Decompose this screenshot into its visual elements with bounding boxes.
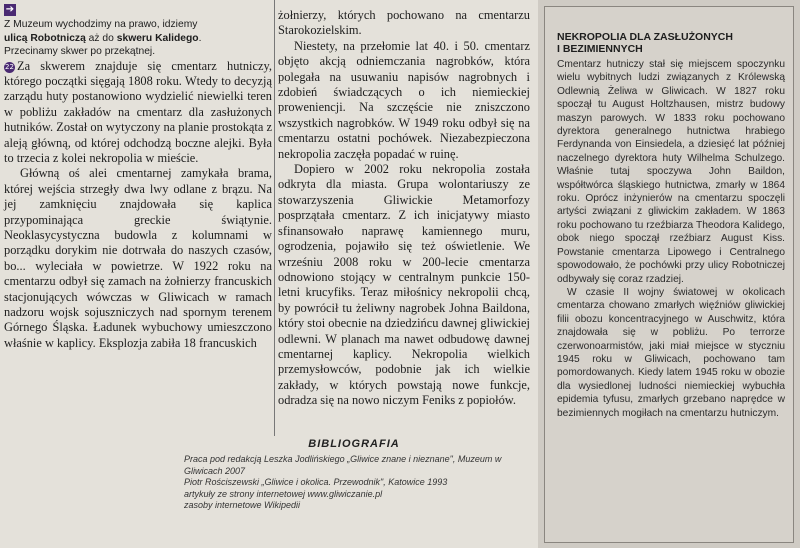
square-name: skweru Kalidego [116,32,199,44]
article-paragraph-5: Dopiero w 2002 roku nekropolia została odkryta dla miasta. Grupa wolontariuszy ze stowarzyszenia Gliwickie Metamorfozy posprzątała cmentarz. Z ich inicjatywy miasto sfinansowało naprawę kamiennego muru, ogrodzenia, pojawiło się też oświetlenie. We wrześniu 2008 roku w 200-lecie cmentarza odnowiono stojący w centralnym punkcie 150-letni krucyfiks. Teraz miłośnicy nekropolii chcą, by powrócił tu żeliwny nagrobek Johna Baildona, który stoi obecnie na dziedzińcu dawnej gliwickiej odlewni. W planach ma nawet odbudowę dawnej cmentarnej kaplicy. Nekropolia wielkich przemysłowców, podobnie jak ich wielkie zakłady, w których powstają nowe funkcje, odradza się na nowo niczym Feniks z popiołów. [278,162,530,408]
route-line-2-mid: aż do [85,32,117,44]
bibliography-box [184,438,524,546]
sidebar-box [544,6,794,543]
route-directions [4,18,272,59]
bibliography-item: Praca pod redakcją Leszka Jodlińskiego „Gliwice znane i nieznane", Muzeum w Gliwicach 2007 [184,454,502,476]
article-paragraph-2: Główną oś alei cmentarnej zamykała brama, której wejścia strzegły dwa lwy odlane z brązu. Na jej zamknięciu znajdowała się kaplica przypominająca greckie świątynie. Neoklasycystyczna budowla z kolumnami w porządku dorykim nie dotrwała do naszych czasów, bo... wyleciała w powietrze. W 1922 roku na cmentarzu odbył się zamach na żołnierzy francuskich stacjonujących wówczas w Gliwicach w ramach nadzoru wojsk sojuszniczych nad spornym terenem Górnego Śląska. Ładunek wybuchowy umieszczono właśnie w kaplicy. Eksplozja zabiła 18 francuskich [4,166,272,350]
middle-column [278,8,530,409]
sidebar-title [557,31,793,55]
sidebar-title-line-1: NEKROPOLIA DLA ZASŁUŻONYCH [557,31,733,43]
route-line-1: Z Muzeum wychodzimy na prawo, idziemy [4,19,198,30]
sidebar-paragraph-2: W czasie II wojny światowej w okolicach cmentarza chowano zmarłych więźniów gliwickiej filii obozu koncentracyjnego w Auschwitz, która znajdowała się w pobliżu. Po terrorze czerwonoarmistów, jaki miał miejsce w styczniu 1945 roku w Gliwicach, pochowano tam pomordowanych. Kiedy latem 1945 roku w obozie dla wysiedlonej ludności niemieckiej wybuchła epidemia tyfusu, zmarłych grzebano naprędce w bezimiennych mogiłach na cmentarzu hutniczym. [557,286,785,419]
bibliography-item: zasoby internetowe Wikipedii [184,500,300,511]
sidebar [538,0,800,548]
route-line-2-end: . [198,32,202,44]
route-line-2 [4,32,272,46]
column-divider [274,0,275,436]
bibliography-item: artykuły ze strony internetowej www.gliwiczanie.pl [184,488,383,499]
article-paragraph-3: żołnierzy, których pochowano na cmentarzu Starokozielskim. [278,8,530,38]
sidebar-title-line-2: I BEZIMIENNYCH [557,43,643,55]
stop-number-badge: 22 [5,62,14,71]
arrow-right-icon: ➔ [5,4,15,15]
bibliography-title: BIBLIOGRAFIA [308,438,400,450]
article-paragraph-1 [4,59,272,167]
sidebar-paragraph-1: Cmentarz hutniczy stał się miejscem spoczynku wielu wybitnych ludzi związanych z Królewską Odlewnią Żeliwa w Gliwicach. W 1827 roku spoczął tu August Holtzhausen, mistrz budowy maszyn parowych. W 1833 roku pochowano dyrektora generalnego hutnictwa hrabiego Ferdynanda von Einsiedela, a dziesięć lat później naczelnego dyrektora huty Wilhelma Schulzego. Właśnie tutaj spoczywa John Baildon, współtwórca śląskiego hutnictwa, zmarły w 1864 roku. Oprócz inżynierów na cmentarzu spoczęli artyści związani z gliwickim zakładem. W 1863 roku pochowano tu rzeźbiarza Theodora Kalidego, obok niego spoczął rzeźbiarz August Kiss. Powstanie cmentarza Lipowego i Centralnego spowodowało, że pochówki przy ulicy Robotniczej odbywały się coraz rzadziej. [557,59,785,285]
street-name: ulicą Robotniczą [4,32,86,44]
route-line-3: Przecinamy skwer po przekątnej. [4,46,156,57]
bibliography-item: Piotr Rościszewski „Gliwice i okolica. Przewodnik", Katowice 1993 [184,477,448,488]
sidebar-text [557,58,785,420]
left-column [4,4,272,351]
article-paragraph-4: Niestety, na przełomie lat 40. i 50. cmentarz objęto akcją odniemczania nagrobków, która polegała na usuwaniu napisów nagrobnych i zdobień świadczących o ich niemieckiej proweniencji. Na szczęście nie zniszczono wszystkich nagrobków. W 1949 roku odbył się na cmentarzu ostatni pochówek. Niezabezpieczona nekropolia zaczęła popadać w ruinę. [278,38,530,161]
article-paragraph-1-text: Za skwerem znajduje się cmentarz hutniczy, którego początki sięgają 1808 roku. Wtedy to decyzją zarządu huty postanowiono wydzielić niewielki teren w pobliżu zakładów na cmentarz dla zasłużonych hutników. Został on wytyczony na planie prostokąta z aleją główną, od której odchodzą boczne alejki. Była to trzecia z kolei nekropolia w mieście. [4,58,272,165]
